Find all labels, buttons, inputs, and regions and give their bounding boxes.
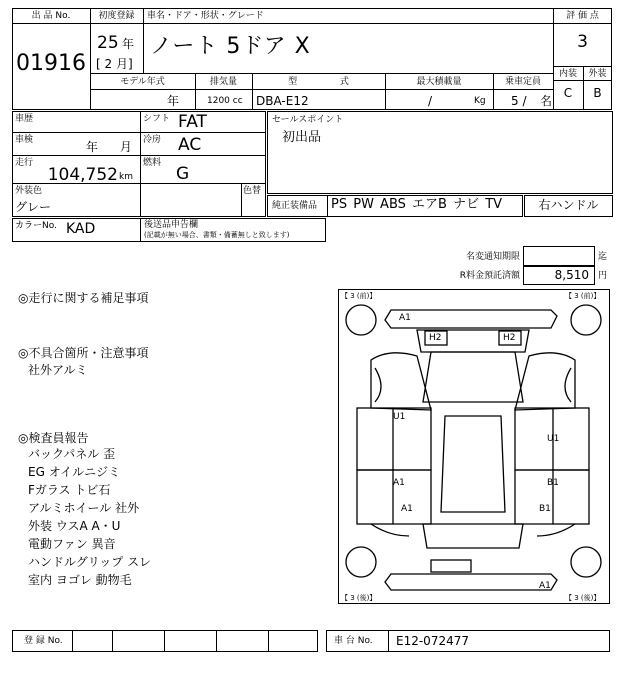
capacity-label: 乗車定員: [504, 77, 541, 87]
capacity: 5 /: [511, 94, 527, 108]
recycle-value: 8,510: [554, 268, 589, 282]
fuel-label: 燃料: [143, 158, 162, 168]
chassis-no: E12-072477: [396, 634, 469, 648]
defects-title: ◎不具合箇所・注意事項: [18, 346, 149, 360]
inspector-item: アルミホイール 社外: [28, 501, 140, 515]
corner-label-front-right: 【 3 (前)】: [565, 292, 601, 300]
mileage: 104,752: [47, 165, 118, 185]
max-load-unit: Kg: [474, 96, 486, 106]
mark-front-bumper: A1: [399, 313, 411, 323]
score: 3: [577, 32, 588, 52]
aftermarket-note: (記載が無い場合、書類・備蓄無しと致します): [144, 231, 290, 239]
interior-grade: C: [563, 86, 573, 100]
capacity-unit: 名: [540, 94, 553, 108]
inspector-item: EG オイルニジミ: [28, 465, 121, 479]
inspector-item: 電動ファン 異音: [28, 537, 116, 551]
inspection-value: 年 月: [86, 140, 132, 154]
car-name-label: 車名・ドア・形状・グレード: [147, 11, 264, 21]
defect-item: 社外アルミ: [28, 363, 88, 377]
max-load: /: [428, 94, 433, 108]
mileage-label: 走行: [15, 158, 34, 168]
color-no: KAD: [66, 221, 96, 237]
recycle-unit: 円: [598, 271, 608, 281]
shift-label: シフト: [143, 114, 171, 124]
first-reg-year: 25: [97, 33, 119, 53]
registration-label: 登 録 No.: [24, 636, 63, 646]
displacement-label: 排気量: [209, 77, 237, 87]
name-change-unit: 迄: [598, 252, 608, 262]
inspection-label: 車検: [15, 135, 34, 145]
displacement: 1200 cc: [207, 96, 243, 106]
mark-hood-left: H2: [429, 333, 442, 343]
model-year-unit: 年: [167, 94, 180, 108]
sales-point-label: セールスポイント: [272, 115, 344, 125]
corner-label-front-left: 【 3 (前)】: [341, 292, 377, 300]
chassis-label: 車 台 No.: [334, 636, 373, 646]
score-label: 評 価 点: [566, 11, 599, 21]
exterior-label: 外装: [588, 69, 607, 79]
mark-right-b1-lower: B1: [539, 504, 551, 514]
recycle-label: R料金預託済額: [459, 271, 520, 281]
inspector-title: ◎検査員報告: [18, 431, 89, 445]
inspector-item: バックパネル 歪: [28, 447, 116, 461]
lot-no-label: 出 品 No.: [31, 11, 71, 21]
inspector-item: Fガラス トビ石: [28, 483, 111, 497]
ac: AC: [178, 135, 202, 155]
mark-rear-bumper: A1: [539, 581, 551, 591]
name-change-label: 名変通知期限: [465, 252, 520, 262]
max-load-label: 最大積載量: [416, 77, 462, 87]
mark-right-u1: U1: [547, 434, 560, 444]
equipment-label: 純正装備品: [272, 201, 318, 211]
exterior-color: グレー: [15, 200, 52, 214]
mileage-unit: km: [119, 172, 133, 182]
corner-label-rear-left: 【 3 (後)】: [341, 594, 377, 602]
supplement-title: ◎走行に関する補足事項: [18, 291, 149, 305]
type-label: 型 式: [288, 77, 349, 87]
year-unit: 年: [122, 37, 135, 51]
ac-label: 冷房: [143, 135, 162, 145]
interior-label: 内装: [558, 69, 577, 79]
model-year-label: モデル年式: [120, 77, 165, 87]
inspector-item: 外装 ウスA A・U: [28, 519, 121, 533]
corner-label-rear-right: 【 3 (後)】: [565, 594, 601, 602]
sales-point: 初出品: [282, 130, 322, 145]
mark-right-b1-upper: B1: [547, 478, 559, 488]
lot-no: 01916: [16, 51, 86, 76]
history-label: 車歴: [15, 114, 34, 124]
fuel: G: [176, 164, 190, 184]
car-outline: [339, 290, 609, 603]
shift: FAT: [178, 112, 207, 132]
steering: 右ハンドル: [538, 198, 599, 212]
exterior-color-label: 外装色: [15, 186, 43, 196]
mark-hood-right: H2: [503, 333, 516, 343]
mark-left-a1-upper: A1: [393, 478, 405, 488]
car-diagram: [338, 289, 610, 604]
name-change-box: [523, 246, 595, 266]
inspector-item: ハンドルグリップ スレ: [28, 555, 152, 569]
equipment: PS PW ABS エアB ナビ TV: [331, 197, 503, 212]
mark-left-a1-lower: A1: [401, 504, 413, 514]
aftermarket-label: 後送品申告欄: [144, 220, 199, 230]
mark-left-u1: U1: [393, 412, 406, 422]
car-name: ノート 5ドア X: [150, 34, 311, 59]
first-reg-label: 初度登録: [98, 11, 135, 21]
type: DBA-E12: [256, 94, 309, 108]
color-change-label: 色替: [243, 186, 262, 196]
exterior-grade: B: [593, 86, 602, 100]
color-no-label: カラーNo.: [15, 221, 57, 231]
inspector-item: 室内 ヨゴレ 動物毛: [28, 573, 132, 587]
first-reg-month: [ 2 月]: [96, 57, 133, 71]
